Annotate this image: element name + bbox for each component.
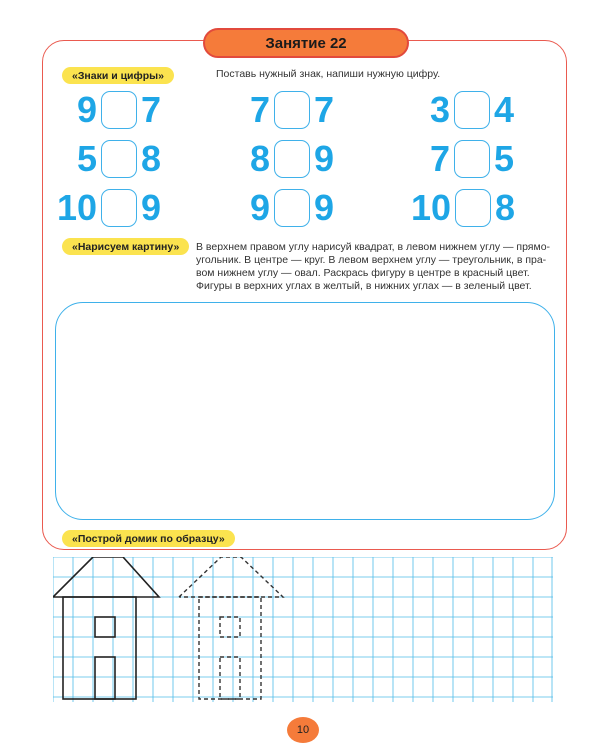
comparison-item bbox=[77, 140, 161, 178]
section-tag-picture: «Нарисуем картину» bbox=[62, 238, 189, 255]
right-number: 9 bbox=[314, 138, 335, 179]
comparison-item bbox=[250, 140, 334, 178]
lesson-title: Занятие 22 bbox=[203, 28, 409, 58]
answer-box[interactable] bbox=[101, 140, 137, 178]
sample-window bbox=[95, 617, 115, 637]
sample-walls bbox=[63, 597, 136, 699]
instruction-line: угольник. В центре — круг. В левом верхнем углу — треугольник, в пра- bbox=[196, 254, 547, 266]
trace-house bbox=[179, 557, 283, 699]
answer-box[interactable] bbox=[274, 189, 310, 227]
comparison-item bbox=[77, 91, 161, 129]
sample-door bbox=[95, 657, 115, 699]
instruction-line: В верхнем правом углу нарисуй квадрат, в левом нижнем углу — прямо- bbox=[196, 241, 551, 253]
sample-house bbox=[53, 557, 159, 699]
comparison-item bbox=[250, 189, 334, 227]
right-number: 9 bbox=[314, 187, 335, 228]
right-number: 4 bbox=[494, 89, 515, 130]
instruction-signs: Поставь нужный знак, напиши нужную цифру. bbox=[216, 68, 441, 80]
trace-door bbox=[220, 657, 240, 699]
section-tag-signs: «Знаки и цифры» bbox=[62, 67, 174, 84]
right-number: 5 bbox=[494, 138, 515, 179]
left-number: 9 bbox=[77, 89, 98, 130]
instruction-picture bbox=[196, 241, 566, 293]
answer-box[interactable] bbox=[455, 189, 491, 227]
left-number: 10 bbox=[411, 187, 452, 228]
comparison-item bbox=[57, 189, 161, 227]
grid-svg bbox=[53, 557, 553, 702]
section-tag-house: «Построй домик по образцу» bbox=[62, 530, 235, 547]
left-number: 8 bbox=[250, 138, 271, 179]
answer-box[interactable] bbox=[454, 91, 490, 129]
left-number: 9 bbox=[250, 187, 271, 228]
comparison-item bbox=[430, 140, 514, 178]
comparison-item bbox=[250, 91, 334, 129]
left-number: 10 bbox=[57, 187, 98, 228]
right-number: 9 bbox=[141, 187, 162, 228]
house-grid[interactable] bbox=[53, 557, 553, 707]
right-number: 8 bbox=[495, 187, 516, 228]
comparison-item bbox=[411, 189, 515, 227]
trace-walls bbox=[199, 597, 261, 699]
answer-box[interactable] bbox=[274, 91, 310, 129]
right-number: 7 bbox=[141, 89, 162, 130]
answer-box[interactable] bbox=[454, 140, 490, 178]
instruction-line: вом нижнем углу — овал. Раскрась фигуру в центре в красный цвет. bbox=[196, 267, 530, 279]
comparison-item bbox=[430, 91, 514, 129]
trace-window bbox=[220, 617, 240, 637]
right-number: 7 bbox=[314, 89, 335, 130]
page-number: 10 bbox=[287, 717, 319, 743]
drawing-area[interactable] bbox=[55, 302, 555, 520]
left-number: 7 bbox=[250, 89, 271, 130]
left-number: 5 bbox=[77, 138, 98, 179]
answer-box[interactable] bbox=[101, 189, 137, 227]
instruction-line: Фигуры в верхних углах в желтый, в нижних углах — в зеленый цвет. bbox=[196, 280, 532, 292]
left-number: 7 bbox=[430, 138, 451, 179]
grid-lines bbox=[53, 557, 553, 702]
left-number: 3 bbox=[430, 89, 451, 130]
answer-box[interactable] bbox=[101, 91, 137, 129]
right-number: 8 bbox=[141, 138, 162, 179]
answer-box[interactable] bbox=[274, 140, 310, 178]
